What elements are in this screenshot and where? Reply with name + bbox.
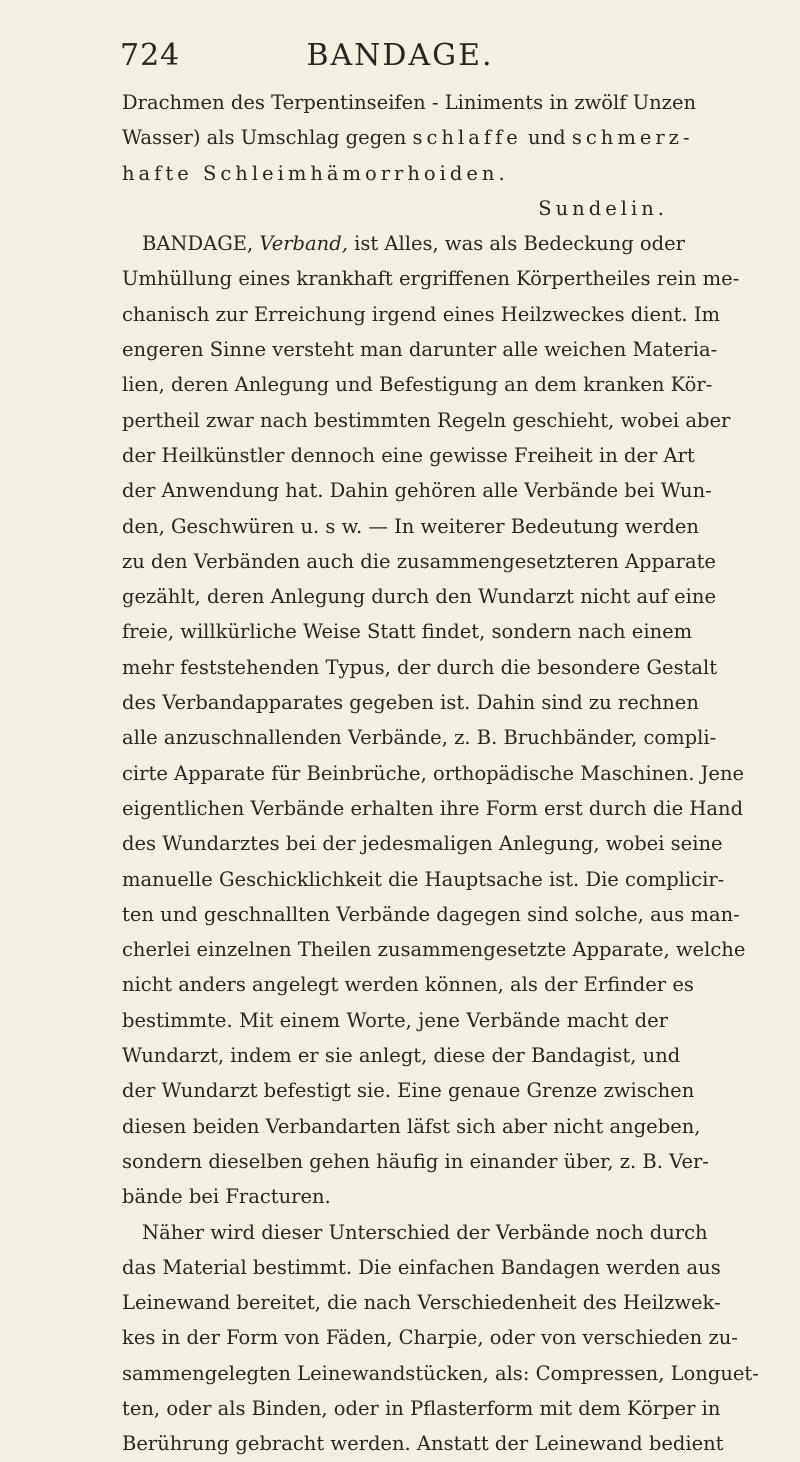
text-line: kes in der Form von Fäden, Charpie, oder von verschieden zu-: [122, 1326, 738, 1350]
page-header: [120, 38, 680, 88]
text-line: Wundarzt, indem er sie anlegt, diese der Bandagist, und: [122, 1044, 681, 1068]
text-line: Leinewand bereitet, die nach Verschiedenheit des Heilzwek-: [122, 1291, 721, 1315]
text-line: sammengelegten Leinewandstücken, als: Compressen, Longuet-: [122, 1361, 759, 1385]
text-line: chanisch zur Erreichung irgend eines Heilzweckes dient. Im: [122, 302, 721, 326]
entry-term: BANDAGE,: [142, 232, 254, 256]
text-line: gezählt, deren Anlegung durch den Wundarzt nicht auf eine: [122, 585, 717, 609]
text-line: Berührung gebracht werden. Anstatt der Leinewand bedient: [122, 1432, 724, 1456]
text-line: Drachmen des Terpentinseifen - Liniments in zwölf Unzen: [122, 91, 697, 114]
text-line: manuelle Geschicklichkeit die Hauptsache ist. Die complicir-: [122, 867, 725, 891]
text-line: cherlei einzelnen Theilen zusammengesetzte Apparate, welche: [122, 938, 746, 962]
text-line: ten und geschnallten Verbände dagegen sind solche, aus man-: [122, 902, 740, 926]
text-line: den, Geschwüren u. s w. — In weiterer Bedeutung werden: [122, 514, 699, 538]
body-text: [122, 85, 759, 1462]
text-line: das Material bestimmt. Die einfachen Bandagen werden aus: [122, 1255, 721, 1279]
text-line: pertheil zwar nach bestimmten Regeln geschieht, wobei aber: [122, 408, 731, 432]
text-line: des Wundarztes bei der jedesmaligen Anlegung, wobei seine: [122, 832, 723, 856]
text-line: der Anwendung hat. Dahin gehören alle Verbände bei Wun-: [122, 479, 712, 503]
text-line: des Verbandapparates gegeben ist. Dahin sind zu rechnen: [122, 691, 699, 715]
text-line: bestimmte. Mit einem Worte, jene Verbände macht der: [122, 1008, 668, 1032]
text-line: hafte Schleimhämorrhoiden.: [122, 161, 509, 185]
text-line: engeren Sinne versteht man darunter alle weichen Materia-: [122, 338, 718, 362]
text-span: Wasser) als Umschlag gegen: [122, 126, 407, 150]
text-line: Umhüllung eines krankhaft ergriffenen Körpertheiles rein me-: [122, 267, 740, 291]
text-line: eigentlichen Verbände erhalten ihre Form erst durch die Hand: [122, 796, 744, 820]
spaced-emphasis: schmerz-: [571, 126, 694, 150]
text-line: ten, oder als Binden, oder in Pflasterform mit dem Körper in: [122, 1396, 721, 1420]
text-span: und: [528, 126, 566, 150]
text-line: lien, deren Anlegung und Befestigung an dem kranken Kör-: [122, 373, 713, 397]
text-line: alle anzuschnallenden Verbände, z. B. Bruchbänder, compli-: [122, 726, 717, 750]
text-line: [122, 226, 686, 261]
page-number: 724: [120, 38, 181, 73]
paragraph-3: [122, 1215, 759, 1462]
text-line: der Heilkünstler dennoch eine gewisse Freiheit in der Art: [122, 443, 695, 467]
text-line: sondern dieselben gehen häufig in einander über, z. B. Ver-: [122, 1149, 709, 1173]
text-line: nicht anders angelegt werden können, als der Erfinder es: [122, 973, 694, 997]
text-line: zu den Verbänden auch die zusammengesetzteren Apparate: [122, 549, 716, 573]
text-span: ist Alles, was als Bedeckung oder: [354, 232, 686, 256]
text-line: freie, willkürliche Weise Statt findet, sondern nach einem: [122, 620, 693, 644]
entry-term-translation: Verband,: [259, 232, 348, 256]
text-line: Näher wird dieser Unterschied der Verbände noch durch: [142, 1220, 708, 1244]
text-line: der Wundarzt befestigt sie. Eine genaue Grenze zwischen: [122, 1079, 695, 1103]
spaced-emphasis: schlaffe: [412, 126, 522, 150]
author-signature: Sundelin.: [538, 196, 668, 220]
text-line: cirte Apparate für Beinbrüche, orthopädische Maschinen. Jene: [122, 761, 745, 785]
text-line: mehr feststehenden Typus, der durch die besondere Gestalt: [122, 655, 718, 679]
text-line: diesen beiden Verbandarten läfst sich aber nicht angeben,: [122, 1114, 701, 1138]
paragraph-2: [122, 226, 746, 1214]
running-head: BANDAGE.: [306, 38, 494, 73]
text-line: bände bei Fracturen.: [122, 1185, 331, 1209]
paragraph-1: [122, 85, 697, 226]
text-line: [122, 120, 694, 155]
